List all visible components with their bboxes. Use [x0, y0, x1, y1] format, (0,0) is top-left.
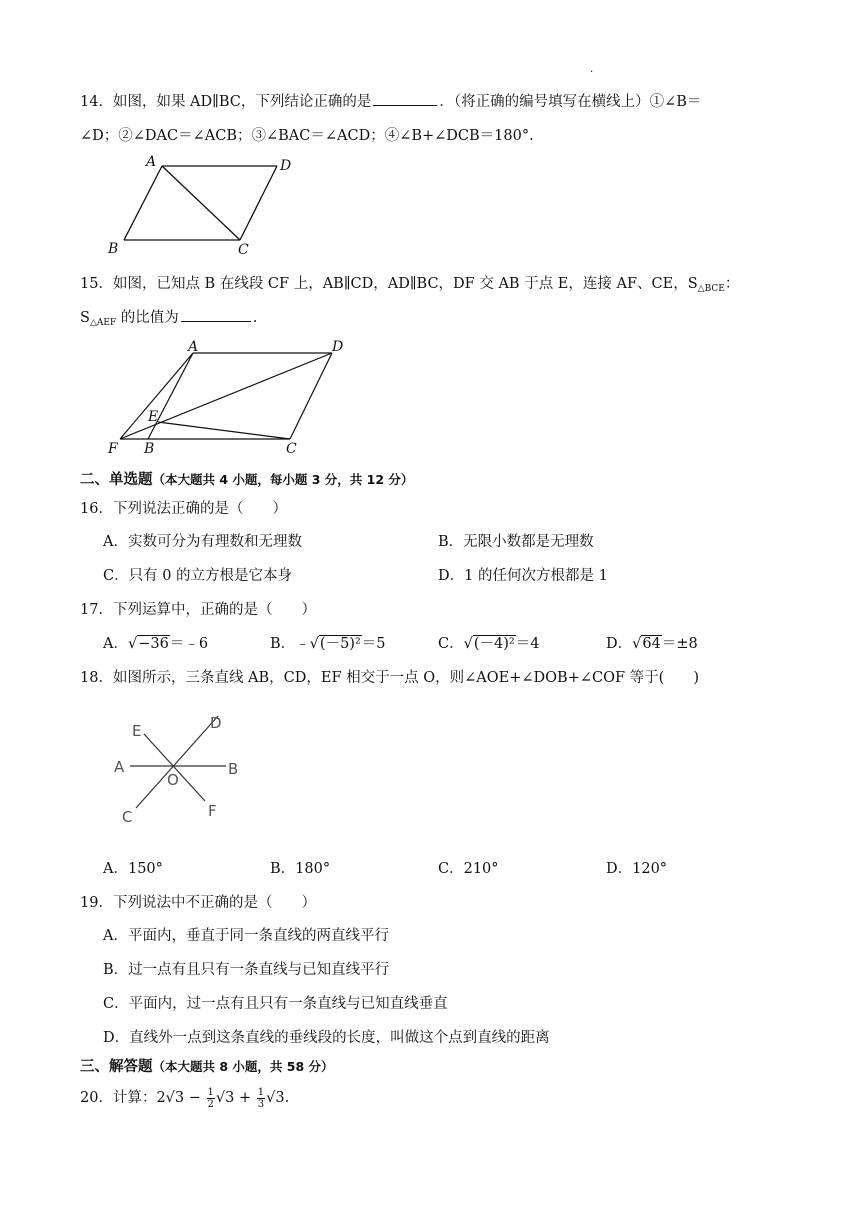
q17-a-label: A．: [103, 636, 128, 652]
q17-d-label: D．: [606, 636, 633, 652]
q20-fraction-1: [207, 1087, 215, 1110]
q14-label-b: B: [108, 241, 119, 257]
q15-label-f: F: [108, 441, 118, 457]
q15-label-d: D: [332, 339, 344, 355]
q16-option-b[interactable]: B．无限小数都是无理数: [438, 534, 594, 550]
q19-option-a[interactable]: A．平面内，垂直于同一条直线的两直线平行: [103, 928, 389, 944]
q14-line1: [80, 90, 701, 111]
q15-text-a: 15．如图，已知点 B 在线段 CF 上，AB∥CD，AD∥BC，DF 交 AB 于点 E，连接 AF、CE，S: [80, 276, 698, 292]
q17-b-rest: ＝5: [361, 636, 386, 652]
q17-c-radicand: (－4)²: [473, 636, 515, 652]
q17-a-rest: ＝﹣6: [169, 636, 209, 652]
q15-label-c: C: [286, 441, 297, 457]
q14-label-a: A: [146, 154, 157, 170]
q15-label-b: B: [144, 441, 155, 457]
q19-option-c[interactable]: C．平面内，过一点有且只有一条直线与已知直线垂直: [103, 996, 448, 1012]
q17-b-label: B．: [270, 636, 296, 652]
q17-a-radicand: −36: [138, 636, 169, 652]
q18-label-o: O: [167, 771, 179, 789]
q15-s: S: [80, 310, 90, 326]
q19-option-b[interactable]: B．过一点有且只有一条直线与已知直线平行: [103, 962, 390, 978]
q17-d-rest: ＝±8: [661, 636, 698, 652]
q20-fraction-2: [257, 1087, 265, 1110]
section-2-heading: [80, 468, 413, 489]
q20-pre: 20．计算：: [80, 1090, 157, 1106]
q16-stem: 16．下列说法正确的是（ ）: [80, 501, 287, 517]
q20-frac1-num: 1: [207, 1086, 214, 1098]
q14-text-a: 14．如图，如果 AD∥BC，下列结论正确的是: [80, 94, 372, 110]
q17-option-c[interactable]: C．√(－4)²＝4: [438, 636, 540, 652]
q14-label-c: C: [238, 242, 249, 258]
q20-term-3: √3.: [266, 1090, 290, 1106]
q14-blank[interactable]: [373, 91, 437, 106]
q16-option-a[interactable]: A．实数可分为有理数和无理数: [103, 534, 302, 550]
section-3-heading: [80, 1055, 334, 1076]
q18-label-c: C: [122, 808, 133, 826]
q15-text-b: ：: [724, 276, 740, 292]
q18-label-f: F: [208, 802, 217, 820]
q19-option-d[interactable]: D．直线外一点到这条直线的垂线段的长度，叫做这个点到直线的距离: [103, 1030, 550, 1046]
q20-line: [80, 1086, 289, 1110]
q15-blank[interactable]: [181, 307, 251, 322]
top-mark: .: [590, 64, 594, 75]
q17-option-d[interactable]: D．√64＝±8: [606, 636, 698, 652]
q15-line1: [80, 272, 739, 294]
q17-d-radicand: 64: [642, 636, 661, 652]
q14-label-d: D: [280, 158, 292, 174]
q15-sub-aef: △AEF: [89, 318, 117, 328]
q20-term-1: 2√3 −: [156, 1090, 206, 1106]
q17-c-label: C．: [438, 636, 464, 652]
q18-label-e: E: [132, 722, 142, 740]
q14-text-b: ．（将正确的编号填写在横线上）①∠B＝: [439, 94, 702, 110]
q17-option-b[interactable]: B．﹣√(－5)²＝5: [270, 636, 386, 652]
q14-line2: ∠D；②∠DAC＝∠ACB；③∠BAC＝∠ACD；④∠B+∠DCB＝180°.: [80, 128, 534, 144]
section-3-note: （本大题共 8 小题，共 58 分）: [152, 1059, 334, 1074]
q19-stem: 19．下列说法中不正确的是（ ）: [80, 895, 316, 911]
q15-sub-bce: △BCE: [697, 284, 725, 294]
q18-figure: [108, 708, 258, 828]
q20-term-2: √3 +: [215, 1090, 256, 1106]
section-2-note: （本大题共 4 小题，每小题 3 分，共 12 分）: [152, 472, 414, 487]
q17-option-a[interactable]: A．√−36＝﹣6: [103, 636, 209, 652]
q15-label-a: A: [188, 339, 199, 355]
q20-frac2-den: 3: [257, 1098, 265, 1110]
q18-option-d[interactable]: D．120°: [606, 861, 668, 877]
q15-text-d: .: [252, 310, 258, 326]
q15-line2: [80, 306, 257, 328]
q17-b-radicand: (－5)²: [319, 636, 361, 652]
q15-label-e: E: [148, 409, 159, 425]
q20-frac2-num: 1: [257, 1086, 265, 1098]
q15-text-c: 的比值为: [116, 310, 179, 326]
q18-label-d: D: [210, 714, 222, 732]
q17-b-pre: ﹣: [295, 636, 310, 652]
q18-option-b[interactable]: B．180°: [270, 861, 331, 877]
q18-label-a: A: [114, 758, 125, 776]
q15-figure: [100, 335, 360, 460]
q16-option-c[interactable]: C．只有 0 的立方根是它本身: [103, 568, 293, 584]
q18-option-a[interactable]: A．150°: [103, 861, 163, 877]
q18-stem: 18．如图所示，三条直线 AB，CD，EF 相交于一点 O，则∠AOE+∠DOB+∠COF 等于( ): [80, 670, 699, 686]
q14-figure: [100, 152, 300, 260]
q18-label-b: B: [228, 760, 239, 778]
q17-stem: 17．下列运算中，正确的是（ ）: [80, 602, 316, 618]
q16-option-d[interactable]: D．1 的任何次方根都是 1: [438, 568, 608, 584]
q18-option-c[interactable]: C．210°: [438, 861, 499, 877]
section-3-title: 三、解答题: [80, 1059, 153, 1075]
q20-frac1-den: 2: [207, 1098, 214, 1110]
q17-c-rest: ＝4: [515, 636, 540, 652]
section-2-title: 二、单选题: [80, 472, 153, 488]
